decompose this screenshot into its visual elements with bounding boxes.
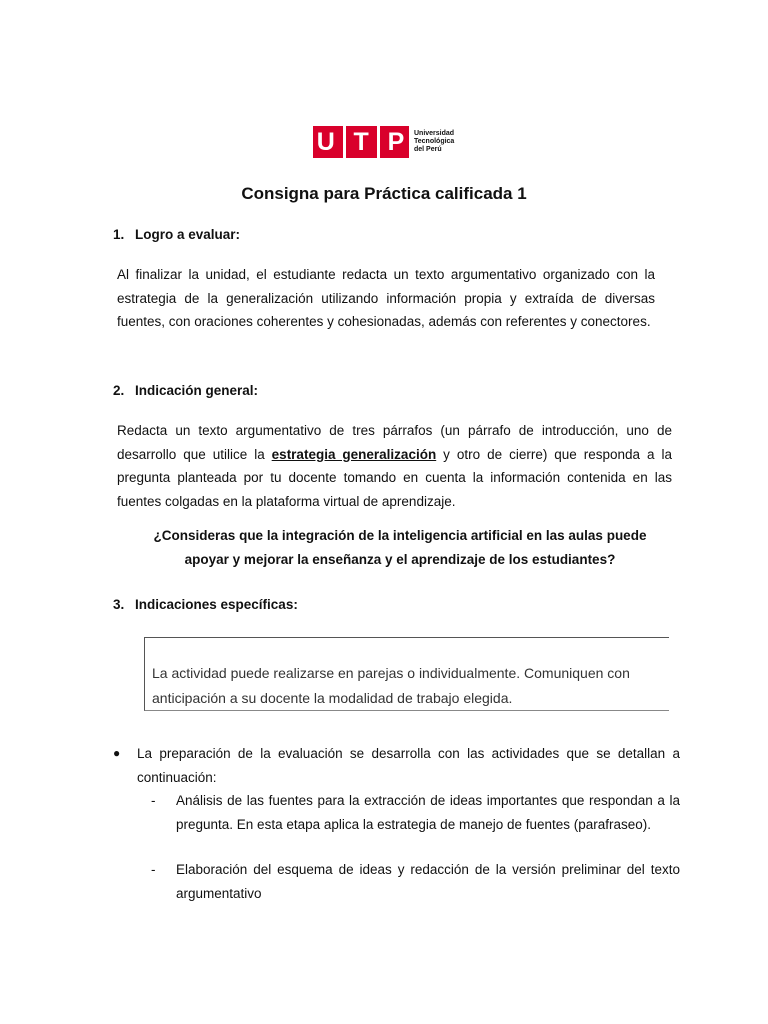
- sub-item: [151, 858, 680, 905]
- note-text: La actividad puede realizarse en parejas o individualmente. Comuniquen con anticipación a su docente la modalidad de trabajo elegida.: [152, 665, 630, 706]
- sub-item-text: Elaboración del esquema de ideas y redacción de la versión preliminar del texto argumentativo: [176, 862, 680, 901]
- guiding-question: ¿Consideras que la integración de la inteligencia artificial en las aulas puede apoyar y mejorar la enseñanza y el aprendizaje de los estudiantes?: [153, 528, 647, 567]
- utp-logo: [313, 126, 474, 158]
- logo-wordmark: [414, 130, 474, 154]
- logo-text-line: Universidad: [414, 130, 455, 137]
- section-heading-logro: [113, 227, 240, 242]
- indicacion-text-after: y otro de cierre) que responda a la pregunta planteada por tu docente tomando en cuenta la información contenida en las fuentes colgadas en la plataforma virtual de aprendizaje.: [117, 446, 672, 509]
- section-heading-text: Indicaciones específicas:: [135, 597, 298, 612]
- dash-icon: -: [151, 793, 156, 808]
- section-number: 2.: [113, 383, 125, 398]
- dash-icon: -: [151, 862, 156, 877]
- indicacion-emphasis: estrategia generalización: [271, 446, 437, 462]
- sub-item-text: Análisis de las fuentes para la extracción de ideas importantes que respondan a la pregunta. En esta etapa aplica la estrategia de manejo de fuentes (parafraseo).: [176, 793, 680, 832]
- document-title: Consigna para Práctica calificada 1: [241, 184, 527, 203]
- logo-letter-p: P: [387, 127, 406, 156]
- logo-separator: [343, 126, 346, 158]
- section-heading-text: Logro a evaluar:: [135, 227, 241, 242]
- section-heading-text: Indicación general:: [135, 383, 259, 398]
- note-box: [144, 637, 669, 711]
- bullet-item: [113, 742, 680, 789]
- section-heading-especificas: [113, 597, 298, 612]
- section-number: 1.: [113, 227, 125, 242]
- logo-text-line: Tecnológica: [414, 138, 455, 145]
- logo-mark: [313, 126, 409, 158]
- logro-paragraph: Al finalizar la unidad, el estudiante redacta un texto argumentativo organizado con la estrategia de la generalización utilizando información propia y extraída de diversas fuentes, con oraciones coherentes y cohesionadas, además con referentes y conectores.: [117, 267, 655, 329]
- logo-text-line: del Perú: [414, 146, 442, 153]
- indicacion-paragraph: [117, 419, 672, 513]
- bullet-icon: ●: [113, 746, 121, 760]
- logo-letter-u: U: [316, 127, 336, 156]
- indicacion-text-before: Redacta un texto argumentativo de tres párrafos (un párrafo de introducción, uno de desarrollo que utilice la: [117, 423, 672, 462]
- sub-item: [151, 789, 680, 836]
- logo-separator: [377, 126, 380, 158]
- bullet-text: La preparación de la evaluación se desarrolla con las actividades que se detallan a continuación:: [137, 746, 680, 785]
- section-number: 3.: [113, 597, 125, 612]
- logo-letter-t: T: [353, 127, 370, 156]
- section-heading-indicacion: [113, 383, 258, 398]
